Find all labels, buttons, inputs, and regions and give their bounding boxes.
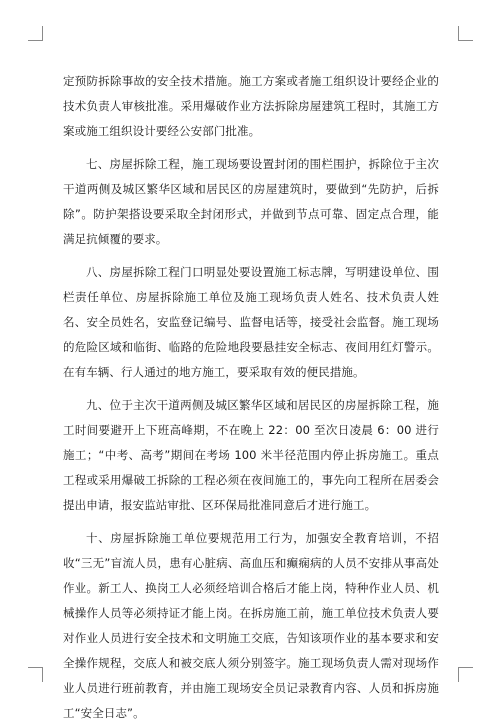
- paragraph-item-8: 八、房屋拆除工程门口明显处要设置施工标志牌，写明建设单位、围栏责任单位、房屋拆除施工单位及施工现场负责人姓名、技术负责人姓名、安全员姓名，安监登记编号、监督电话等，接受社会监督。施工现场的危险区域和临街、临路的危险地段要悬挂安全标志、夜间用红灯警示。在有车辆、行人通过的地方施工，要采取有效的便民措施。: [63, 265, 439, 379]
- paragraph-item-9: 九、位于主次干道两侧及城区繁华区域和居民区的房屋拆除工程，施工时间要避开上下班高峰期，不在晚上 22：00 至次日凌晨 6：00 进行施工；“中考、高考”期间在考场 100 米半径范围内停止拆房施工。重点工程或采用爆破工拆除的工程必须在夜间施工的，事先向工程所在居委会提出申请，报安监站审批、区环保局批准同意后才进行施工。: [63, 398, 439, 512]
- crop-mark-bottom-right: [458, 667, 473, 682]
- crop-mark-bottom-left: [28, 667, 43, 682]
- document-body: [63, 69, 439, 726]
- crop-mark-top-right: [458, 26, 473, 41]
- paragraph-continuation: 定预防拆除事故的安全技术措施。施工方案或者施工组织设计要经企业的技术负责人审核批准。采用爆破作业方法拆除房屋建筑工程时，其施工方案或施工组织设计要经公安部门批准。: [63, 74, 439, 138]
- crop-mark-top-left: [28, 26, 43, 41]
- paragraph-item-7: 七、房屋拆除工程，施工现场要设置封闭的围栏围护，拆除位于主次干道两侧及城区繁华区域和居民区的房屋建筑时，要做到“先防护，后拆除”。防护架搭设要采取全封闭形式，并做到节点可靠、固定点合理，能满足抗倾覆的要求。: [63, 157, 439, 246]
- paragraph-item-10: 十、房屋拆除施工单位要规范用工行为，加强安全教育培训，不招收“三无”盲流人员，患有心脏病、高血压和癫痫病的人员不安排从事高处作业。新工人、换岗工人必须经培训合格后才能上岗，特种作业人员、机械操作人员等必须持证才能上岗。在拆房施工前，施工单位技术负责人要对作业人员进行安全技术和文明施工交底，告知该项作业的基本要求和安全操作规程，交底人和被交底人须分别签字。施工现场负责人需对现场作业人员进行班前教育，并由施工现场安全员记录教育内容、人员和拆房施工“安全日志”。: [63, 531, 439, 720]
